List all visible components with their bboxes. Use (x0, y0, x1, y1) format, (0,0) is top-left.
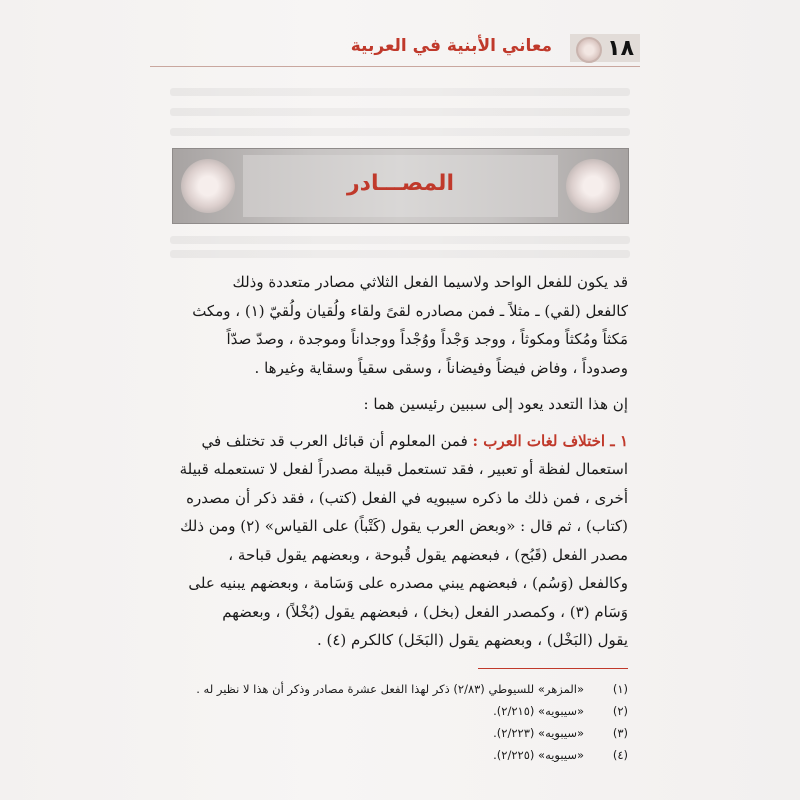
section-title: المصـــادر (346, 171, 454, 196)
footnote-text: «سيبويه» (٢/٢٢٣). (493, 726, 584, 740)
text-line: قد يكون للفعل الواحد ولاسيما الفعل الثلاثي مصادر متعددة وذلك (232, 273, 628, 291)
bleed-through (170, 236, 630, 244)
footnote (172, 700, 628, 722)
footnote (172, 722, 628, 744)
footnote-number: (١) (612, 682, 628, 696)
text-line: كالفعل (لقي) ـ مثلاً ـ فمن مصادره لقىً ولقاء ولُقيان ولُقيّ (١) ، ومكث (192, 301, 628, 320)
ornament-icon (576, 37, 602, 63)
text-line: يقول (البَخْل) ، وبعضهم يقول (البَخَل) كالكرم (٤) . (316, 631, 628, 649)
footnote (172, 678, 628, 700)
paragraph (172, 390, 628, 419)
section-title-frame (172, 148, 629, 224)
page-header (150, 30, 640, 68)
bleed-through (170, 128, 630, 136)
text-line: فمن المعلوم أن قبائل العرب قد تختلف في (201, 431, 468, 450)
paragraph (172, 427, 628, 655)
text-line: وَسَام (٣) ، وكمصدر الفعل (بخل) ، فبعضهم يقول (بُخْلاً) ، وبعضهم (222, 602, 628, 621)
footnote-text: «سيبويه» (٢/٢١٥). (493, 704, 584, 718)
bleed-through (170, 250, 630, 258)
header-rule (150, 66, 640, 67)
page-number-box (570, 34, 640, 62)
text-line: (كتاب) ، ثم قال : «وبعض العرب يقول (كَتْباً) على القياس» (٢) ومن ذلك (180, 517, 628, 535)
footnote (172, 744, 628, 766)
footnote-text: «سيبويه» (٢/٢٢٥). (493, 748, 584, 762)
footnote-number: (٣) (612, 726, 628, 740)
running-title: معاني الأبنية في العربية (350, 36, 552, 56)
bleed-through (170, 108, 630, 116)
paragraph (172, 268, 628, 382)
text-line: استعمال لفظة أو تعبير ، فقد تستعمل قبيلة مصدراً لفعل لا تستعمله قبيلة (179, 460, 628, 478)
footnote-number: (٢) (612, 704, 628, 718)
text-line: وكالفعل (وَسُم) ، فبعضهم يبني مصدره على وَسَامة ، وبعضهم يبنيه على (188, 574, 628, 592)
text-line: مَكثاً ومُكثاً ومكوثاً ، ووجد وَجْداً ووُجْداً ووجداناً وموجدة ، وصدّ صدّاً (226, 330, 628, 348)
footnote-rule (478, 668, 628, 669)
text-line: وصدوداً ، وفاض فيضاً وفيضاناً ، وسقى سقياً وسقاية وغيرها . (254, 358, 628, 377)
text-line: مصدر الفعل (قَبُح) ، فبعضهم يقول قُبوحة ، وبعضهم يقول قباحة ، (228, 545, 628, 564)
text-line: أخرى ، فمن ذلك ما ذكره سيبويه في الفعل (كتب) ، فقد ذكر أن مصدره (186, 488, 628, 507)
footnotes (172, 678, 628, 766)
body-text (172, 268, 628, 655)
bleed-through (170, 88, 630, 96)
footnote-text: «المزهر» للسيوطي (٢/٨٣) ذكر لهذا الفعل عشرة مصادر وذكر أن هذا لا نظير له . (196, 682, 584, 696)
footnote-number: (٤) (612, 748, 628, 762)
subheading: ١ ـ اختلاف لغات العرب : (472, 431, 628, 450)
page-number: ١٨ (607, 35, 634, 61)
text-line: إن هذا التعدد يعود إلى سببين رئيسين هما : (363, 395, 628, 413)
